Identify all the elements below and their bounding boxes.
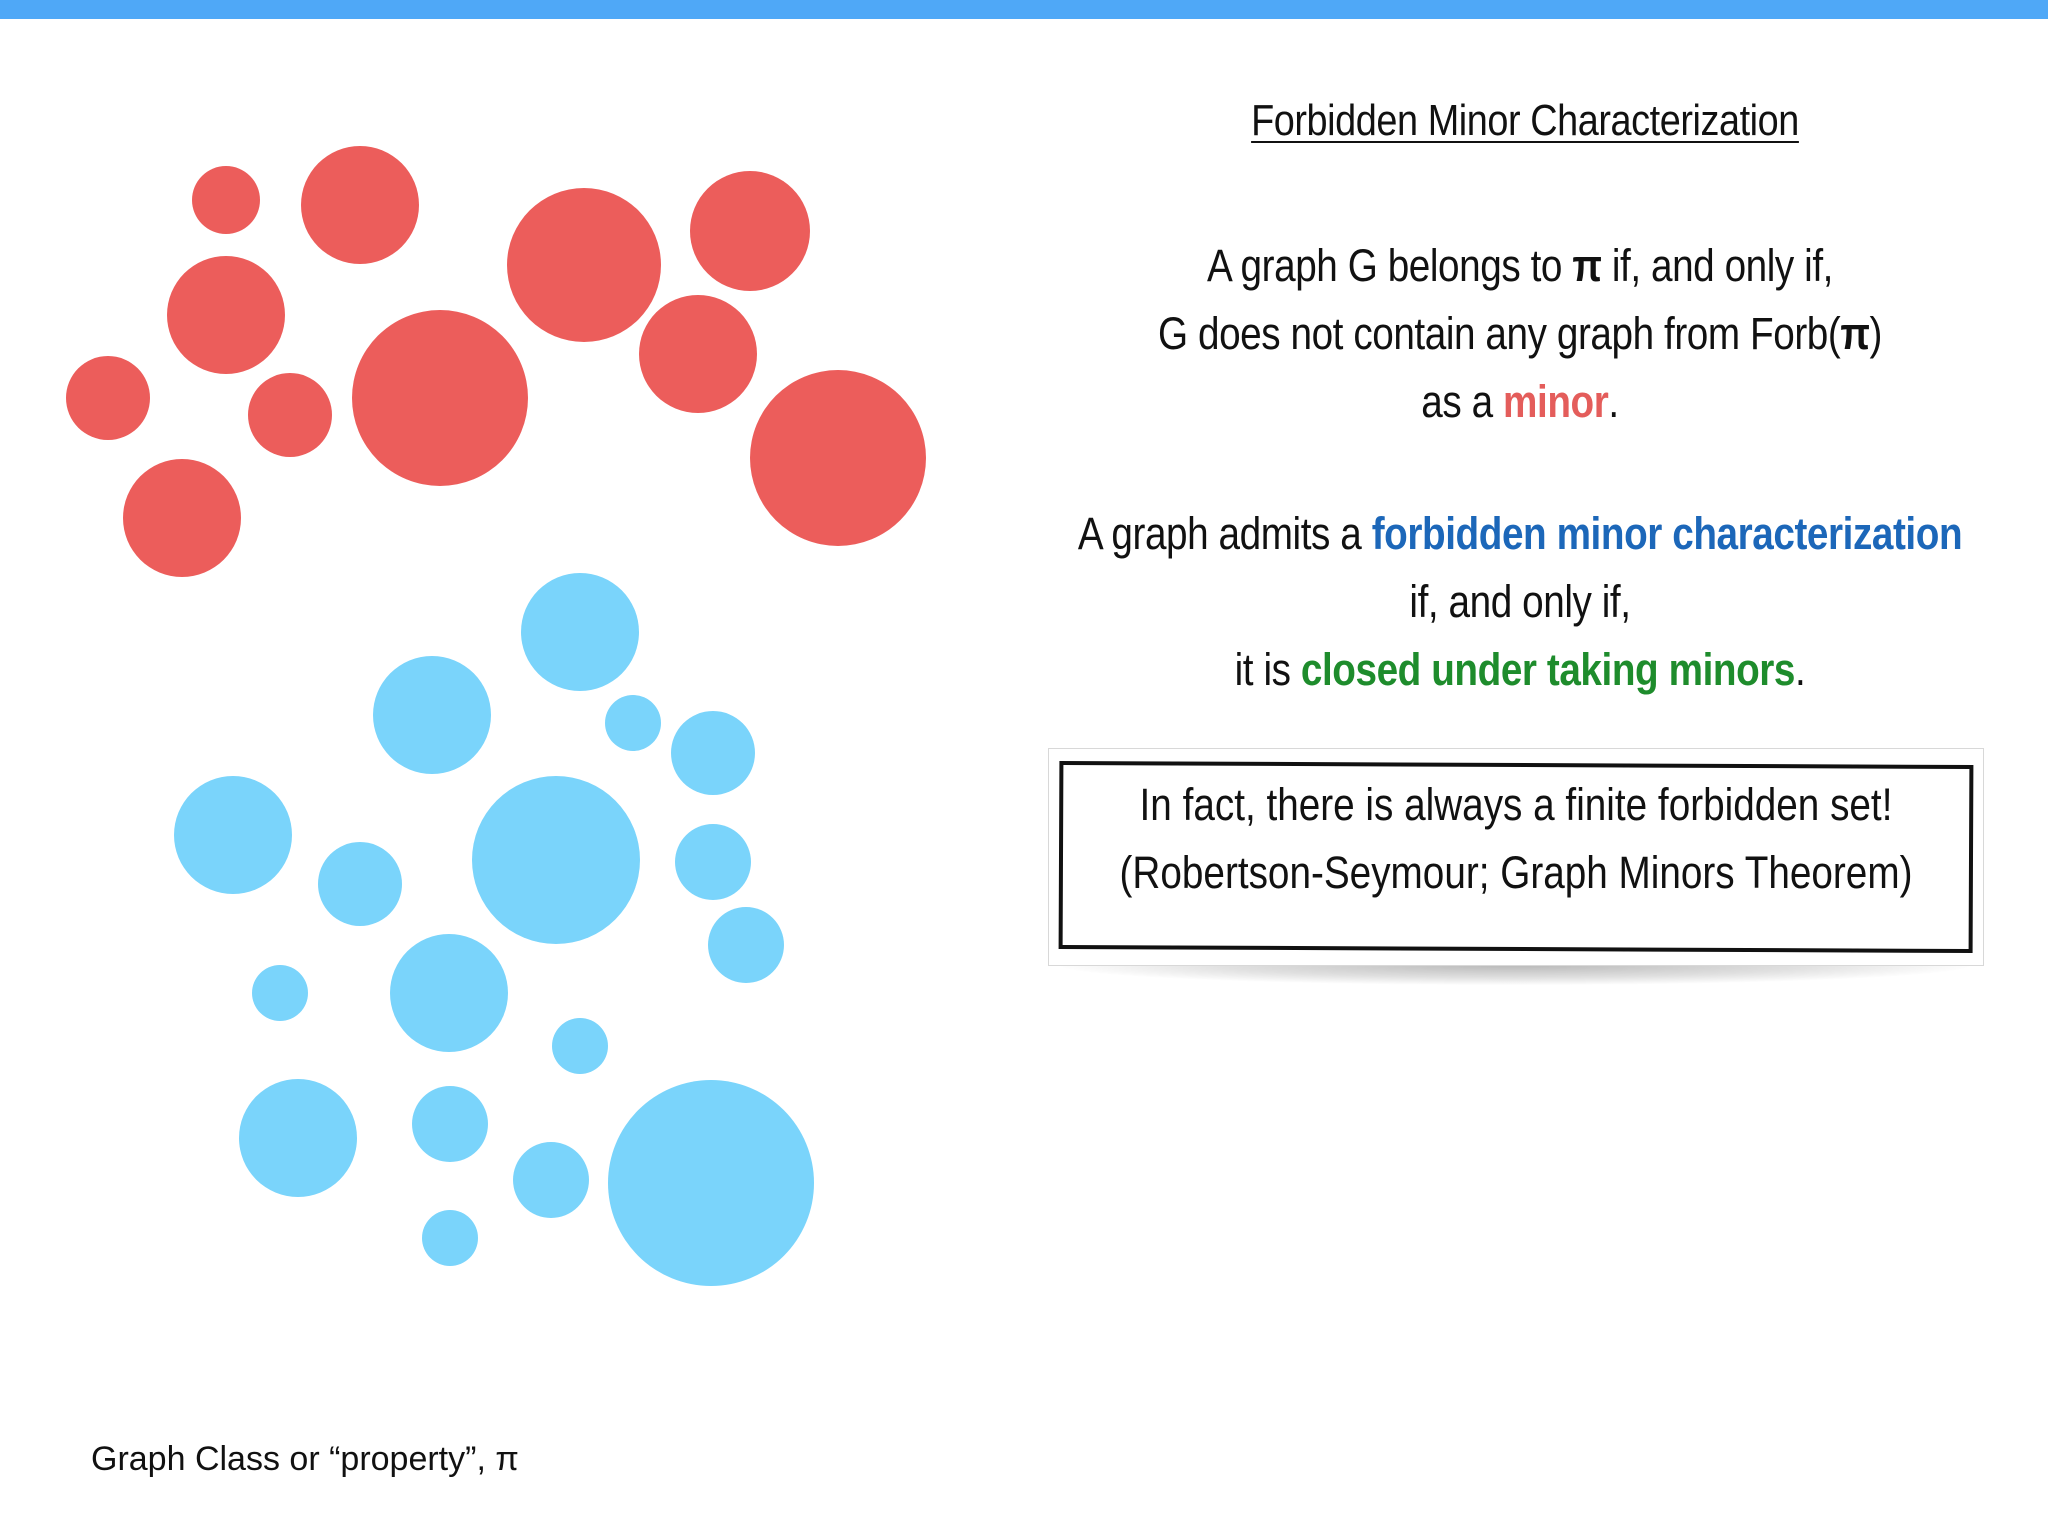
characterization-line-1: A graph admits a forbidden minor characterization: [1077, 508, 1963, 559]
blue-graph-circle: [412, 1086, 488, 1162]
blue-graph-circle: [708, 907, 784, 983]
red-graph-circle: [750, 370, 926, 546]
characterization-line-2: if, and only if,: [1409, 576, 1631, 627]
characterization-line-3: it is closed under taking minors.: [1234, 644, 1806, 695]
definition-line-3: as a minor.: [1421, 376, 1619, 427]
theorem-text: [1114, 771, 1917, 907]
blue-graph-circle: [252, 965, 308, 1021]
blue-graph-circle: [513, 1142, 589, 1218]
characterization-text: [1073, 500, 1967, 704]
blue-graph-circle: [422, 1210, 478, 1266]
forbidden-minor-characterization-keyword: forbidden minor characterization: [1371, 508, 1963, 559]
pi-symbol: π: [1572, 240, 1602, 291]
red-graph-circle: [639, 295, 757, 413]
blue-graph-circle: [521, 573, 639, 691]
definition-line-2: G does not contain any graph from Forb(π): [1157, 308, 1883, 359]
red-graph-circle: [301, 146, 419, 264]
red-graph-circle: [248, 373, 332, 457]
minor-keyword: minor: [1503, 376, 1609, 427]
closed-under-minors-keyword: closed under taking minors: [1300, 644, 1796, 695]
theorem-line-1: In fact, there is always a finite forbidden set!: [1139, 779, 1893, 830]
pi-symbol: π: [1840, 308, 1870, 359]
red-graph-circle: [66, 356, 150, 440]
blue-graph-circle: [390, 934, 508, 1052]
blue-graph-circle: [608, 1080, 814, 1286]
red-graph-circle: [167, 256, 285, 374]
graph-class-label: Graph Class or “property”, π: [91, 1440, 519, 1478]
theorem-callout-box: [1048, 748, 1984, 966]
blue-graph-circle: [552, 1018, 608, 1074]
red-graph-circle: [123, 459, 241, 577]
red-graph-circle: [352, 310, 528, 486]
red-graph-circle: [507, 188, 661, 342]
blue-graph-circle: [671, 711, 755, 795]
slide-title: Forbidden Minor Characterization: [1251, 96, 1799, 145]
blue-graph-circle: [373, 656, 491, 774]
definition-text: [1107, 232, 1933, 436]
blue-graph-circle: [605, 695, 661, 751]
definition-line-1: A graph G belongs to π if, and only if,: [1206, 240, 1833, 291]
blue-graph-circle: [239, 1079, 357, 1197]
blue-graph-circle: [472, 776, 640, 944]
theorem-line-2: (Robertson-Seymour; Graph Minors Theorem): [1119, 847, 1913, 898]
blue-graph-circle: [318, 842, 402, 926]
blue-graph-circle: [675, 824, 751, 900]
red-graph-circle: [192, 166, 260, 234]
red-graph-circle: [690, 171, 810, 291]
blue-graph-circle: [174, 776, 292, 894]
